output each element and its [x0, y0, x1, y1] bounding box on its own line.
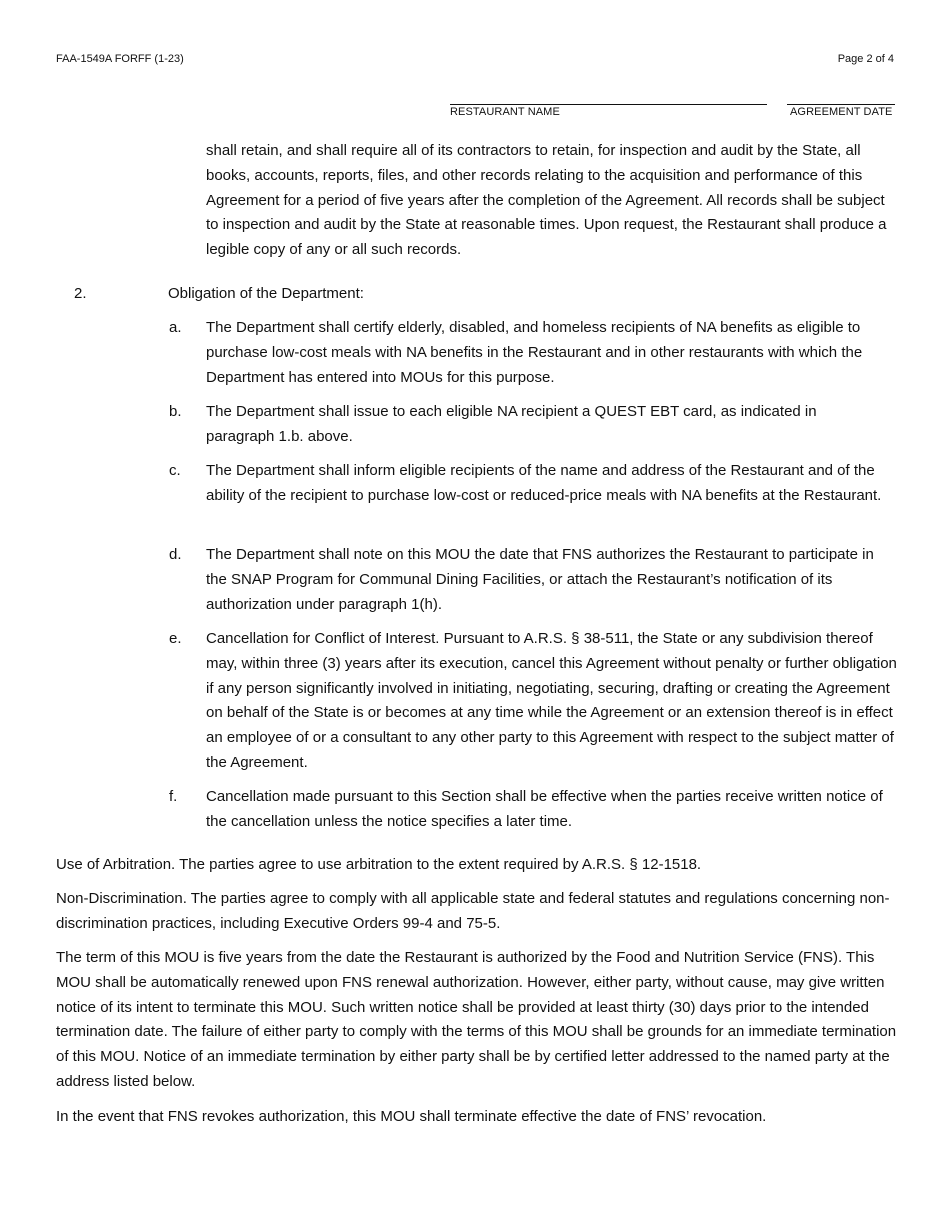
item-letter: f.	[169, 788, 178, 805]
item-text: Cancellation made pursuant to this Section shall be effective when the parties receive written notice of the cancellation unless the notice specifies a later time.	[206, 788, 883, 830]
item-letter: e.	[169, 630, 182, 647]
agreement-date-line	[787, 104, 895, 105]
item-letter: c.	[169, 462, 181, 479]
item-text: The Department shall issue to each eligible NA recipient a QUEST EBT card, as indicated in paragraph 1.b. above.	[206, 403, 817, 445]
form-id: FAA-1549A FORFF (1-23)	[56, 53, 184, 65]
non-discrimination-paragraph: Non-Discrimination. The parties agree to comply with all applicable state and federal statutes and regulations concerning non-discrimination practices, including Executive Orders 99-4 and 75-5.	[56, 890, 890, 932]
item-text: The Department shall inform eligible recipients of the name and address of the Restaurant and of the ability of the recipient to purchase low-cost or reduced-price meals with NA benefits at the Restaurant.	[206, 462, 882, 504]
restaurant-name-line	[450, 104, 767, 105]
restaurant-name-label: RESTAURANT NAME	[450, 106, 560, 118]
agreement-date-label: AGREEMENT DATE	[790, 106, 893, 118]
item-text: Cancellation for Conflict of Interest. Pursuant to A.R.S. § 38-511, the State or any subdivision thereof may, within three (3) years after its execution, cancel this Agreement without penalty or further obligation if any person significantly involved in initiating, negotiating, securing, drafting or creating the Agreement on behalf of the State is or becomes at any time while the Agreement or an extension thereof is in effect an employee of or a consultant to any other party to this Agreement with respect to the subject matter of the Agreement.	[206, 630, 897, 771]
item-letter: b.	[169, 403, 182, 420]
item-text: The Department shall note on this MOU the date that FNS authorizes the Restaurant to participate in the SNAP Program for Communal Dining Facilities, or attach the Restaurant’s notification of its authorization under paragraph 1(h).	[206, 546, 874, 613]
continuation-paragraph: shall retain, and shall require all of its contractors to retain, for inspection and audit by the State, all books, accounts, reports, files, and other records relating to the acquisition and performance of this Agreement for a period of five years after the completion of the Agreement. All records shall be subject to inspection and audit by the State at reasonable times. Upon request, the Restaurant shall produce a legible copy of any or all such records.	[206, 142, 887, 259]
item-letter: d.	[169, 546, 182, 563]
section-number: 2.	[74, 285, 87, 302]
revocation-paragraph: In the event that FNS revokes authorization, this MOU shall terminate effective the date of FNS’ revocation.	[56, 1108, 767, 1125]
arbitration-paragraph: Use of Arbitration. The parties agree to use arbitration to the extent required by A.R.S. § 12-1518.	[56, 856, 702, 873]
item-text: The Department shall certify elderly, disabled, and homeless recipients of NA benefits as eligible to purchase low-cost meals with NA benefits in the Restaurant and in other restaurants with which the Department has entered into MOUs for this purpose.	[206, 319, 863, 386]
page-number: Page 2 of 4	[837, 53, 894, 65]
item-letter: a.	[169, 319, 182, 336]
term-paragraph: The term of this MOU is five years from the date the Restaurant is authorized by the Food and Nutrition Service (FNS). This MOU shall be automatically renewed upon FNS renewal authorization. However, either party, without cause, may give written notice of its intent to terminate this MOU. Such written notice shall be provided at least thirty (30) days prior to the intended termination date. The failure of either party to comply with the terms of this MOU shall be grounds for an immediate termination of this MOU. Notice of an immediate termination by either party shall be by certified letter addressed to the named party at the address listed below.	[56, 949, 897, 1090]
section-title: Obligation of the Department:	[168, 285, 364, 302]
